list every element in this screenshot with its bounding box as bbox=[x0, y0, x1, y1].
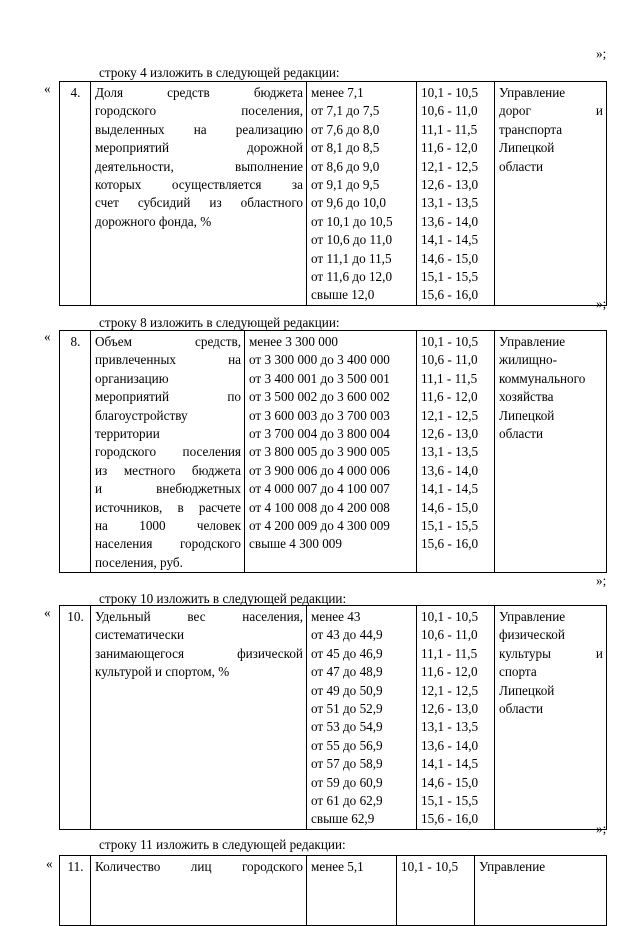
section10-indicator-description: Удельный вес населения, систематически занимающегося физической культурой и спортом, % bbox=[91, 606, 307, 830]
section11-grade-ranges: 10,1 - 10,5 bbox=[397, 856, 475, 926]
section10-table bbox=[59, 605, 607, 830]
section10-intro: строку 10 изложить в следующей редакции: bbox=[99, 591, 347, 606]
section8-table bbox=[59, 330, 607, 573]
section4-value-ranges: менее 7,1 от 7,1 до 7,5 от 7,6 до 8,0 от 8,1 до 8,5 от 8,6 до 9,0 от 9,1 до 9,5 от 9,6 до 10,0 от 10,1 до 10,5 от 10,6 до 11,0 от 11,1 до 11,5 от 11,6 до 12,0 свыше 12,0 bbox=[307, 82, 417, 306]
closing-mark-top: »; bbox=[596, 46, 607, 61]
section4-table bbox=[59, 81, 607, 306]
section10-closing-mark: »; bbox=[596, 821, 607, 836]
section11-responsible: Управление bbox=[475, 856, 607, 926]
section8-intro: строку 8 изложить в следующей редакции: bbox=[99, 315, 340, 330]
section8-open-quote: « bbox=[44, 329, 51, 344]
section11-value-ranges: менее 5,1 bbox=[307, 856, 397, 926]
section10-grade-ranges: 10,1 - 10,5 10,6 - 11,0 11,1 - 11,5 11,6 - 12,0 12,1 - 12,5 12,6 - 13,0 13,1 - 13,5 13,6 - 14,0 14,1 - 14,5 14,6 - 15,0 15,1 - 15,5 15,6 - 16,0 bbox=[417, 606, 495, 830]
section4-grade-ranges: 10,1 - 10,5 10,6 - 11,0 11,1 - 11,5 11,6 - 12,0 12,1 - 12,5 12,6 - 13,0 13,1 - 13,5 13,6 - 14,0 14,1 - 14,5 14,6 - 15,0 15,1 - 15,5 15,6 - 16,0 bbox=[417, 82, 495, 306]
section4-row-number: 4. bbox=[60, 82, 91, 306]
section8-closing-mark: »; bbox=[596, 573, 607, 588]
section8-indicator-description: Объем средств, привлеченных на организацию мероприятий по благоустройству территории городского поселения из местного бюджета и внебюджетных источников, в расчете на 1000 человек населения городского поселения, руб. bbox=[91, 331, 245, 573]
section11-row-number: 11. bbox=[60, 856, 91, 926]
section4-responsible: Управление дорог и транспорта Липецкой области bbox=[495, 82, 607, 306]
section8-grade-ranges: 10,1 - 10,5 10,6 - 11,0 11,1 - 11,5 11,6 - 12,0 12,1 - 12,5 12,6 - 13,0 13,1 - 13,5 13,6 - 14,0 14,1 - 14,5 14,6 - 15,0 15,1 - 15,5 15,6 - 16,0 bbox=[417, 331, 495, 573]
section10-responsible: Управление физической культуры и спорта Липецкой области bbox=[495, 606, 607, 830]
section11-indicator-description: Количество лиц городского bbox=[91, 856, 307, 926]
section8-row-number: 8. bbox=[60, 331, 91, 573]
section10-row-number: 10. bbox=[60, 606, 91, 830]
section10-value-ranges: менее 43 от 43 до 44,9 от 45 до 46,9 от 47 до 48,9 от 49 до 50,9 от 51 до 52,9 от 53 до 54,9 от 55 до 56,9 от 57 до 58,9 от 59 до 60,9 от 61 до 62,9 свыше 62,9 bbox=[307, 606, 417, 830]
section4-intro: строку 4 изложить в следующей редакции: bbox=[99, 65, 340, 80]
section8-responsible: Управление жилищно- коммунального хозяйства Липецкой области bbox=[495, 331, 607, 573]
section4-open-quote: « bbox=[44, 81, 51, 96]
section11-intro: строку 11 изложить в следующей редакции: bbox=[99, 837, 346, 852]
section10-open-quote: « bbox=[44, 605, 51, 620]
section4-closing-mark: »; bbox=[596, 296, 607, 311]
section8-value-ranges: менее 3 300 000 от 3 300 000 до 3 400 000 от 3 400 001 до 3 500 001 от 3 500 002 до 3 600 002 от 3 600 003 до 3 700 003 от 3 700 004 до 3 800 004 от 3 800 005 до 3 900 005 от 3 900 006 до 4 000 006 от 4 000 007 до 4 100 007 от 4 100 008 до 4 200 008 от 4 200 009 до 4 300 009 свыше 4 300 009 bbox=[245, 331, 417, 573]
section4-indicator-description: Доля средств бюджета городского поселения, выделенных на реализацию мероприятий дорожной деятельности, выполнение которых осуществляется за счет субсидий из областного дорожного фонда, % bbox=[91, 82, 307, 306]
section11-open-quote: « bbox=[46, 856, 53, 871]
section11-table bbox=[59, 855, 607, 926]
